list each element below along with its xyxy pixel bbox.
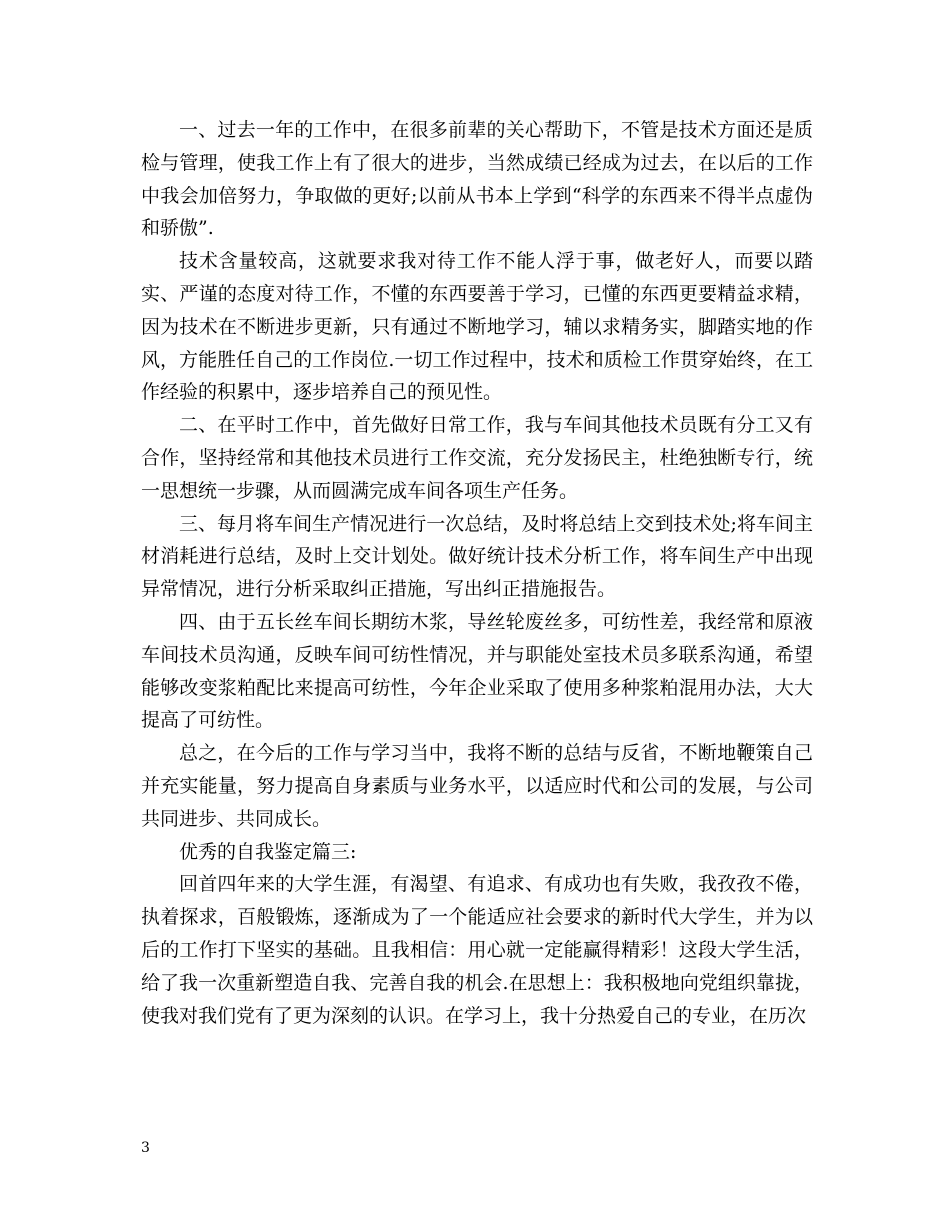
section-heading: 优秀的自我鉴定篇三: <box>179 840 357 863</box>
paragraph-5: 四、由于五长丝车间长期纺木浆，导丝轮废丝多，可纺性差，我经常和原液车间技术员沟通，反映车间可纺性情况，并与职能处室技术员多联系沟通，希望能够改变浆粕配比来提高可纺性，今年企业采取了使用多种浆粕混用办法，大大提高了可纺性。 <box>141 610 813 732</box>
paragraph-2: 技术含量较高，这就要求我对待工作不能人浮于事，做老好人，而要以踏实、严谨的态度对待工作，不懂的东西要善于学习，已懂的东西更要精益求精，因为技术在不断进步更新，只有通过不断地学习，辅以求精务实，脚踏实地的作风，方能胜任自己的工作岗位.一切工作过程中，技术和质检工作贯穿始终，在工作经验的积累中，逐步培养自己的预见性。 <box>141 250 813 404</box>
page-content <box>141 114 813 1032</box>
paragraph-3: 二、在平时工作中，首先做好日常工作，我与车间其他技术员既有分工又有合作，坚持经常和其他技术员进行工作交流，充分发扬民主，杜绝独断专行，统一思想统一步骤，从而圆满完成车间各项生产任务。 <box>141 414 813 502</box>
paragraph-8: 回首四年来的大学生涯，有渴望、有追求、有成功也有失败，我孜孜不倦，执着探求，百般锻炼，逐渐成为了一个能适应社会要求的新时代大学生，并为以后的工作打下坚实的基础。且我相信：用心就一定能赢得精彩！这段大学生活，给了我一次重新塑造自我、完善自我的机会.在思想上：我积极地向党组织靠拢，使我对我们党有了更为深刻的认识。在学习上，我十分热爱自己的专业，在历次 <box>141 873 813 1027</box>
page-number: 3 <box>141 1140 150 1156</box>
paragraph-1: 一、过去一年的工作中，在很多前辈的关心帮助下，不管是技术方面还是质检与管理，使我工作上有了很大的进步，当然成绩已经成为过去，在以后的工作中我会加倍努力，争取做的更好;以前从书本上学到“科学的东西来不得半点虚伪和骄傲”. <box>141 119 813 240</box>
paragraph-4: 三、每月将车间生产情况进行一次总结，及时将总结上交到技术处;将车间主材消耗进行总结，及时上交计划处。做好统计技术分析工作，将车间生产中出现异常情况，进行分析采取纠正措施，写出纠正措施报告。 <box>141 512 813 601</box>
paragraph-6: 总之，在今后的工作与学习当中，我将不断的总结与反省，不断地鞭策自己并充实能量，努力提高自身素质与业务水平，以适应时代和公司的发展，与公司共同进步、共同成长。 <box>141 742 813 830</box>
